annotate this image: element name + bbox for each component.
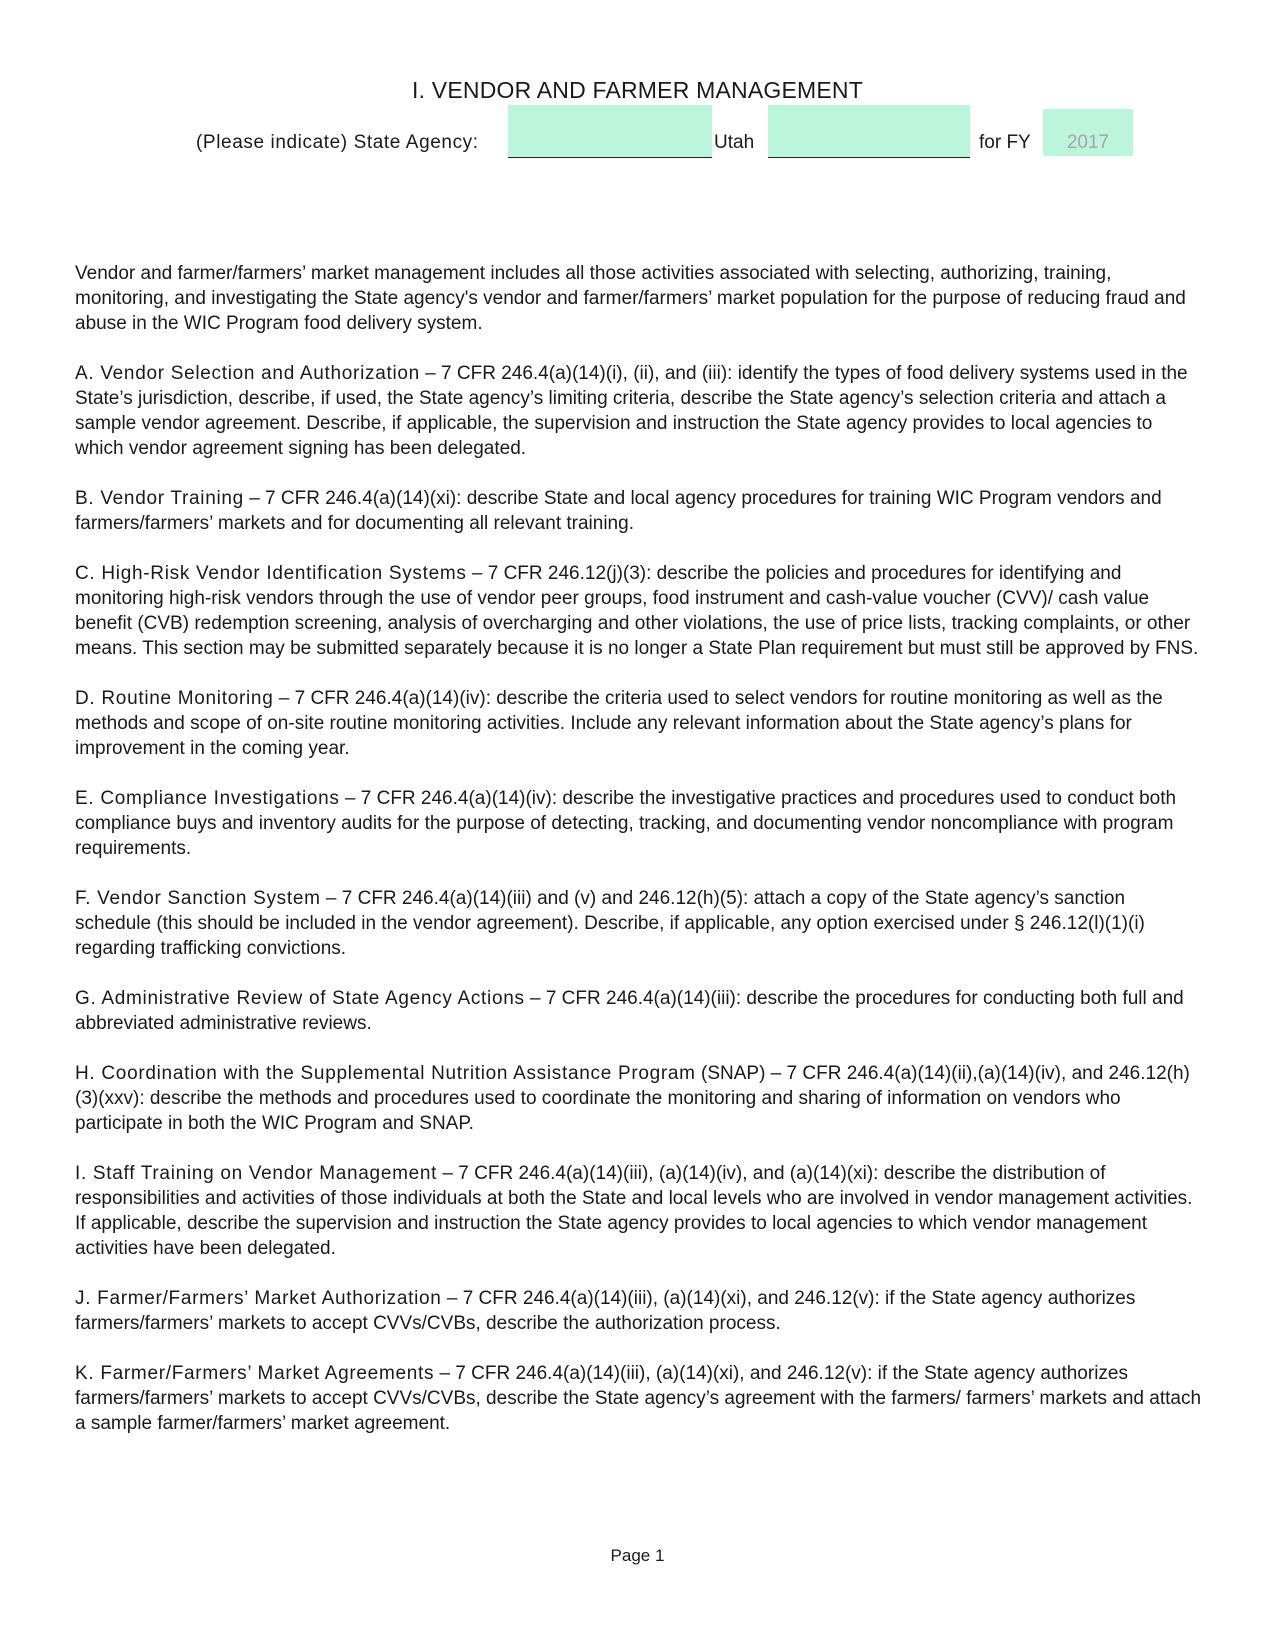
section-body: – 7 CFR 246.4(a)(14)(iii) and (v) and 246.12(h)(5): attach a copy of the State agency’s sanction schedule (this should be included in the vendor agreement). Describe, if applicable, any option exercised under § 246.12(l)(1)(i) regarding trafficking convictions. <box>75 888 1145 959</box>
section-heading: D. Routine Monitoring <box>75 688 274 709</box>
section-heading: C. High-Risk Vendor Identification Systems <box>75 563 467 584</box>
state-agency-label: (Please indicate) State Agency: <box>196 132 479 153</box>
section-heading: E. Compliance Investigations <box>75 788 340 809</box>
section-body: – 7 CFR 246.4(a)(14)(iii), (a)(14)(xi), and 246.12(v): if the State agency authorizes farmers/farmers’ markets to accept CVVs/CVBs, describe the authorization process. <box>75 1288 1136 1334</box>
section-f <box>75 886 1205 961</box>
section-body: – 7 CFR 246.4(a)(14)(i), (ii), and (iii): identify the types of food delivery systems used in the State’s jurisdiction, describe, if used, the State agency’s limiting criteria, describe the State agency’s selection criteria and attach a sample vendor agreement. Describe, if applicable, the supervision and instruction the State agency provides to local agencies to which vendor agreement signing has been delegated. <box>75 363 1188 459</box>
section-body: – 7 CFR 246.4(a)(14)(iv): describe the criteria used to select vendors for routine monitoring as well as the methods and scope of on-site routine monitoring activities. Include any relevant information about the State agency’s plans for improvement in the coming year. <box>75 688 1163 759</box>
section-heading: J. Farmer/Farmers’ Market Authorization <box>75 1288 442 1309</box>
intro-paragraph: Vendor and farmer/farmers’ market management includes all those activities associated with selecting, authorizing, training, monitoring, and investigating the State agency's vendor and farmer/farmers’ market population for the purpose of reducing fraud and abuse in the WIC Program food delivery system. <box>75 263 1186 334</box>
section-d <box>75 686 1205 761</box>
section-heading: G. Administrative Review of State Agency Actions <box>75 988 525 1009</box>
state-agency-field-left[interactable] <box>508 105 712 158</box>
section-e <box>75 786 1205 861</box>
section-heading: A. Vendor Selection and Authorization <box>75 363 420 384</box>
section-heading: K. Farmer/Farmers’ Market Agreements <box>75 1363 435 1384</box>
section-heading: F. Vendor Sanction System <box>75 888 321 909</box>
section-body: – 7 CFR 246.4(a)(14)(iii): describe the procedures for conducting both full and abbreviated administrative reviews. <box>75 988 1184 1034</box>
page-title: I. VENDOR AND FARMER MANAGEMENT <box>412 77 863 103</box>
section-a <box>75 361 1205 461</box>
section-body: – 7 CFR 246.4(a)(14)(iii), (a)(14)(xi), and 246.12(v): if the State agency authorizes farmers/farmers’ markets to accept CVVs/CVBs, describe the State agency’s agreement with the farmers/ farmers’ markets and attach a sample farmer/farmers’ market agreement. <box>75 1363 1202 1434</box>
state-agency-value[interactable]: Utah <box>714 132 755 153</box>
fy-label: for FY <box>979 132 1031 153</box>
section-heading: I. Staff Training on Vendor Management <box>75 1163 438 1184</box>
document-body <box>75 261 1205 1461</box>
section-i <box>75 1161 1205 1261</box>
page-number: Page 1 <box>610 1546 665 1565</box>
section-c <box>75 561 1205 661</box>
section-heading: H. Coordination with the Supplemental Nutrition Assistance Program <box>75 1063 696 1084</box>
section-body: – 7 CFR 246.4(a)(14)(xi): describe State and local agency procedures for training WIC Program vendors and farmers/farmers’ markets and for documenting all relevant training. <box>75 488 1162 534</box>
section-body: – 7 CFR 246.12(j)(3): describe the policies and procedures for identifying and monitoring high-risk vendors through the use of vendor peer groups, food instrument and cash-value voucher (CVV)/ cash value benefit (CVB) redemption screening, analysis of overcharging and other violations, the use of price lists, tracking complaints, or other means. This section may be submitted separately because it is no longer a State Plan requirement but must still be approved by FNS. <box>75 563 1199 659</box>
agency-row <box>0 101 1275 157</box>
section-h <box>75 1061 1205 1136</box>
section-heading: B. Vendor Training <box>75 488 244 509</box>
section-body: (SNAP) – 7 CFR 246.4(a)(14)(ii),(a)(14)(iv), and 246.12(h)(3)(xxv): describe the methods and procedures used to coordinate the monitoring and sharing of information on vendors who participate in both the WIC Program and SNAP. <box>75 1063 1190 1134</box>
section-k <box>75 1361 1205 1436</box>
section-b <box>75 486 1205 536</box>
section-j <box>75 1286 1205 1336</box>
section-body: – 7 CFR 246.4(a)(14)(iv): describe the investigative practices and procedures used to conduct both compliance buys and inventory audits for the purpose of detecting, tracking, and documenting vendor noncompliance with program requirements. <box>75 788 1177 859</box>
fy-value[interactable]: 2017 <box>1066 132 1110 153</box>
section-g <box>75 986 1205 1036</box>
section-body: – 7 CFR 246.4(a)(14)(iii), (a)(14)(iv), and (a)(14)(xi): describe the distribution of responsibilities and activities of those individuals at both the State and local levels who are involved in vendor management activities. If applicable, describe the supervision and instruction the State agency provides to local agencies to which vendor management activities have been delegated. <box>75 1163 1193 1259</box>
state-agency-field-right[interactable] <box>768 105 970 158</box>
